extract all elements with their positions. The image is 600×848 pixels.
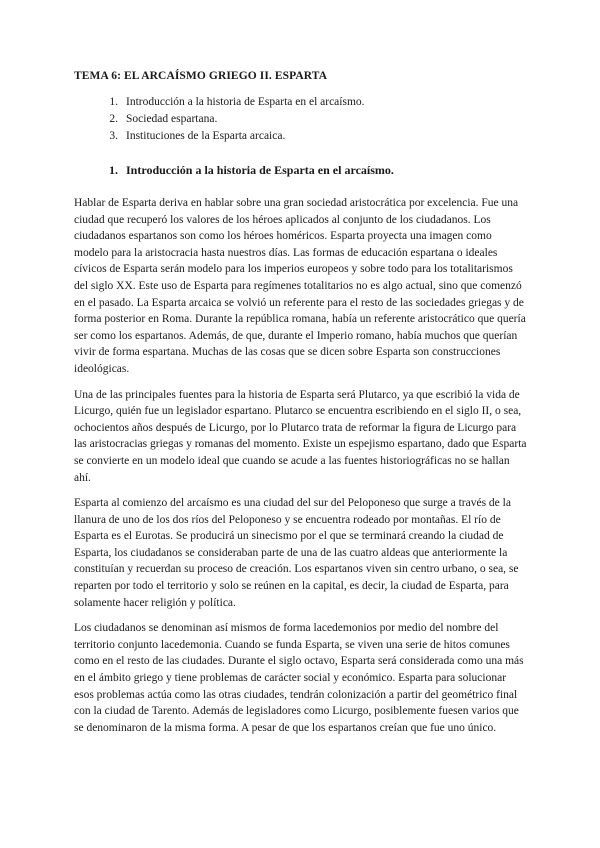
- section-heading: [74, 163, 528, 178]
- toc-item: [74, 111, 528, 128]
- toc-item-number: 1.: [109, 96, 118, 108]
- body-paragraph: Los ciudadanos se denominan así mismos de forma lacedemonios por medio del nombre del territorio conjunto lacedemonia. Cuando se funda Esparta, se viven una serie de hitos comunes como en el resto de las ciudades. Durante el siglo octavo, Esparta será considerada como una más en el ámbito griego y tiene problemas de carácter social y económico. Esparta para solucionar esos problemas actúa como las otras ciudades, tendrán colonización a partir del geométrico final con la ciudad de Tarento. Además de legisladores como Licurgo, posiblemente fuesen varios que se denominaron de la misma forma. A pesar de que los espartanos creían que fue uno único.: [74, 622, 524, 734]
- body-paragraph: Hablar de Esparta deriva en hablar sobre una gran sociedad aristocrática por excelencia. Fue una ciudad que recuperó los valores de los héroes aplicados al conjunto de los ciudadanos. Los ciudadanos espartanos son como los héroes homéricos. Esparta proyecta una imagen como modelo para la aristocracia hasta nuestros días. Las formas de educación espartana o ideales cívicos de Esparta serán modelo para los imperios europeos y sobre todo para los totalitarismos del siglo XX. Este uso de Esparta para regímenes totalitarios no es algo actual, sino que comenzó en el pasado. La Esparta arcaica se volvió un referente para el resto de las sociedades griegas y de forma posterior en Roma. Durante la república romana, había un referente aristocrático que quería ser como los espartanos. Además, de que, durante el Imperio romano, había muchos que querían vivir de forma espartana. Muchas de las cosas que se dicen sobre Esparta son construcciones ideológicas.: [74, 197, 526, 375]
- section-number: 1.: [109, 163, 118, 177]
- toc-item: [74, 128, 528, 145]
- table-of-contents: [74, 94, 528, 145]
- toc-item: [74, 94, 528, 111]
- document-title: TEMA 6: EL ARCAÍSMO GRIEGO II. ESPARTA: [74, 70, 328, 82]
- toc-item-label: Introducción a la historia de Esparta en el arcaísmo.: [126, 96, 365, 108]
- body-paragraph: Esparta al comienzo del arcaísmo es una ciudad del sur del Peloponeso que surge a través de la llanura de uno de los dos ríos del Peloponeso y se encuentra rodeado por montañas. El río de Esparta es el Eurotas. Se producirá un sinecismo por el que se terminará creando la ciudad de Esparta, los ciudadanos se consideraban parte de una de las cuatro aldeas que anteriormente la constituían y recuerdan su proceso de creación. Los espartanos viven sin centro urbano, o sea, se reparten por todo el territorio y solo se reúnen en la capital, es decir, la ciudad de Esparta, para solamente hacer religión y política.: [74, 497, 519, 609]
- section-title: Introducción a la historia de Esparta en el arcaísmo.: [126, 163, 394, 177]
- toc-item-number: 2.: [109, 113, 118, 125]
- toc-item-number: 3.: [109, 130, 118, 142]
- toc-item-label: Instituciones de la Esparta arcaica.: [126, 130, 286, 142]
- toc-item-label: Sociedad espartana.: [126, 113, 218, 125]
- body-paragraph: Una de las principales fuentes para la historia de Esparta será Plutarco, ya que escribió la vida de Licurgo, quién fue un legislador espartano. Plutarco se encuentra escribiendo en el siglo II, o sea, ochocientos años después de Licurgo, por lo Plutarco trata de reformar la figura de Licurgo para las aristocracias griegas y romanas del momento. Existe un espejismo espartano, dado que Esparta se convierte en un modelo ideal que cuando se acude a las fuentes historiográficas no se hallan ahí.: [74, 388, 527, 484]
- document-page: [74, 70, 528, 745]
